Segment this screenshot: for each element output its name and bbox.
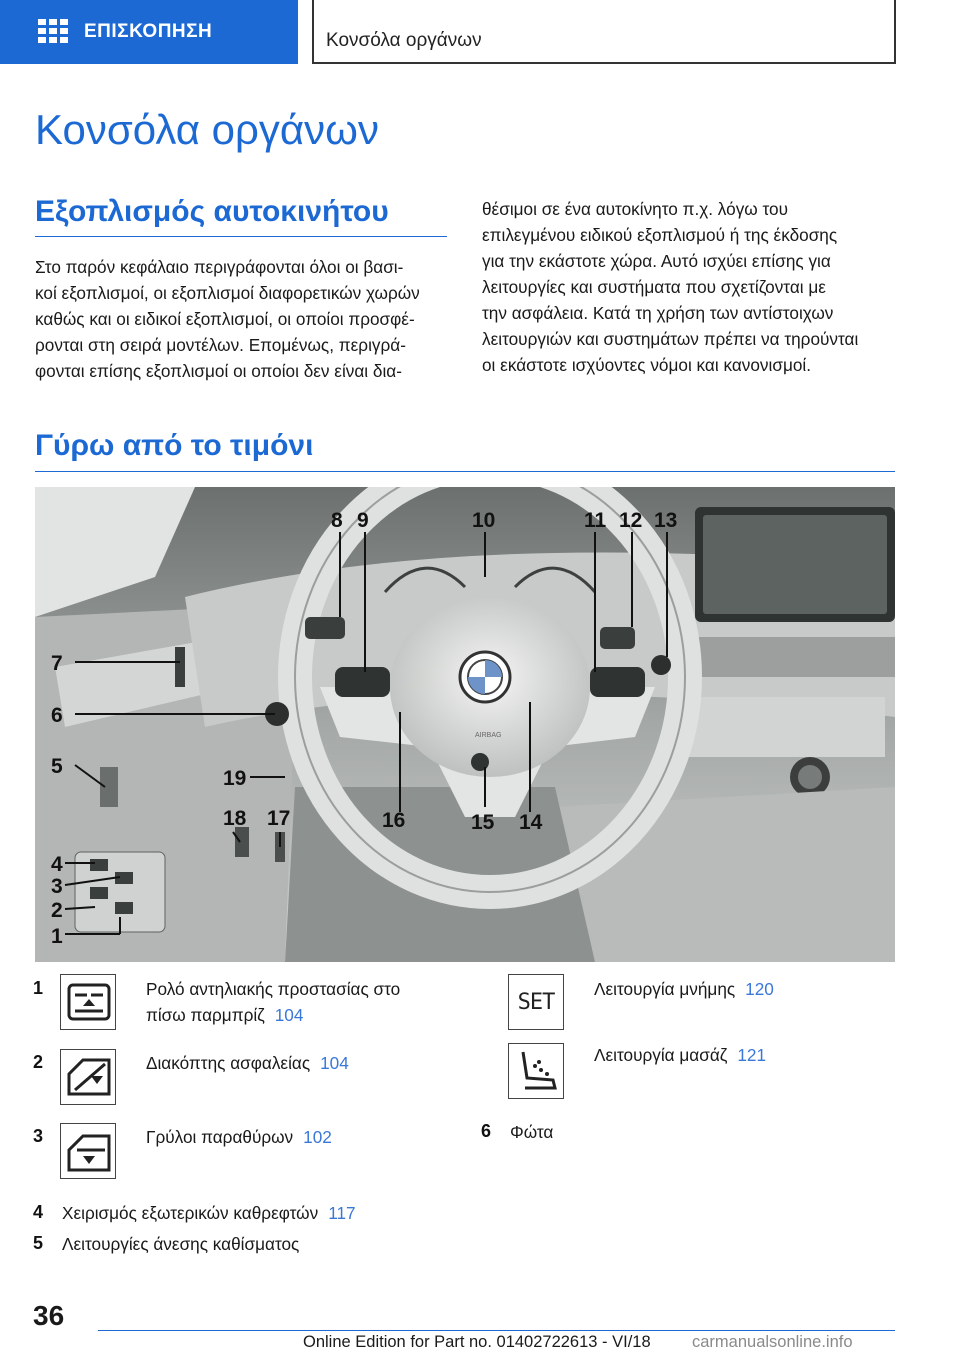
legend-text: Χειρισμός εξωτερικών καθρεφτών [62, 1203, 319, 1223]
legend-sub-massage [594, 1042, 766, 1068]
text-line: για την εκάστοτε χώρα. Αυτό ισχύει επίσης για [482, 251, 831, 271]
legend-num-2: 2 [33, 1052, 44, 1072]
page-ref-link[interactable]: 117 [328, 1203, 356, 1223]
page-ref-link[interactable]: 120 [745, 979, 774, 999]
footer-brand-watermark: carmanualsonline.info [692, 1333, 853, 1351]
legend-item-6: Φώτα [510, 1122, 554, 1142]
legend-item-5: Λειτουργίες άνεσης καθίσματος [62, 1234, 300, 1254]
callout-2: 2 [51, 899, 63, 922]
legend-item-4 [62, 1200, 356, 1226]
memory-set-icon [508, 974, 564, 1030]
legend-item-3 [146, 1124, 332, 1150]
section-title-equipment: Εξοπλισμός αυτοκινήτου [35, 195, 389, 228]
text-line: φονται επίσης εξοπλισμοί οι οποίοι δεν είναι δια- [35, 361, 402, 381]
callout-13: 13 [654, 509, 678, 532]
callout-10: 10 [472, 509, 496, 532]
intro-paragraph-left [35, 254, 455, 384]
callout-5: 5 [51, 755, 63, 778]
cockpit-illustration [35, 487, 895, 962]
intro-paragraph-right [482, 196, 902, 378]
grid-menu-icon [38, 19, 68, 45]
footer-edition: Online Edition for Part no. 01402722613 - VI/18 [303, 1333, 651, 1351]
legend-num-3: 3 [33, 1126, 44, 1146]
text-line: λειτουργίες και συστήματα που σχετίζονται με [482, 277, 826, 297]
legend-item-1 [146, 976, 400, 1028]
callout-12: 12 [619, 509, 643, 532]
callout-15: 15 [471, 811, 495, 834]
massage-seat-icon [508, 1043, 564, 1099]
text-line: Στο παρόν κεφάλαιο περιγράφονται όλοι οι βασι- [35, 257, 404, 277]
overview-tab[interactable] [0, 0, 298, 64]
callout-17: 17 [267, 807, 291, 830]
text-line: ρονται στη σειρά μοντέλων. Επομένως, περιγρά- [35, 335, 406, 355]
breadcrumb: Κονσόλα οργάνων [312, 0, 896, 64]
callout-11: 11 [584, 509, 607, 532]
callout-18: 18 [223, 807, 247, 830]
callout-4: 4 [51, 853, 63, 876]
section-divider [35, 236, 447, 237]
page-ref-link[interactable]: 121 [737, 1045, 767, 1065]
page-ref-link[interactable]: 104 [320, 1053, 349, 1073]
callout-9: 9 [357, 509, 369, 532]
legend-num-5: 5 [33, 1233, 44, 1253]
page-number: 36 [33, 1300, 65, 1331]
text-line: την ασφάλεια. Κατά τη χρήση των αντίστοιχων [482, 303, 834, 323]
page-title: Κονσόλα οργάνων [35, 106, 379, 153]
callout-6: 6 [51, 704, 63, 727]
legend-item-2 [146, 1050, 349, 1076]
legend-num-6: 6 [481, 1121, 492, 1141]
callout-7: 7 [51, 652, 63, 675]
legend-num-1: 1 [33, 978, 44, 998]
legend-num-4: 4 [33, 1202, 44, 1222]
text-line: επιλεγμένου ειδικού εξοπλισμού ή της έκδοσης [482, 225, 838, 245]
overview-tab-label: ΕΠΙΣΚΟΠΗΣΗ [84, 21, 213, 42]
airbag-label: AIRBAG [475, 732, 502, 739]
rear-sunblind-icon [60, 974, 116, 1030]
page-ref-link[interactable]: 102 [303, 1127, 332, 1147]
legend-sub-memory [594, 976, 774, 1002]
section-title-steering-wheel: Γύρω από το τιμόνι [35, 429, 314, 462]
text-line: καθώς και οι ειδικοί εξοπλισμοί, οι οποίοι προσφέ- [35, 309, 415, 329]
text-line: λειτουργιών και συστημάτων πρέπει να τηρούνται [482, 329, 859, 349]
window-safety-switch-icon [60, 1049, 116, 1105]
text-line: οι εκάστοτε ισχύοντες νόμοι και κανονισμοί. [482, 355, 812, 375]
footer-divider [98, 1330, 895, 1331]
cockpit-figure [35, 487, 895, 962]
callout-8: 8 [331, 509, 343, 532]
legend-text: πίσω παρμπρίζ [146, 1005, 265, 1025]
legend-text: Γρύλοι παραθύρων [146, 1127, 294, 1147]
callout-14: 14 [519, 811, 543, 834]
memory-set-icon-label: SET [517, 989, 555, 1015]
callout-19: 19 [223, 767, 247, 790]
page-ref-link[interactable]: 104 [274, 1005, 304, 1025]
legend-text: Λειτουργία μασάζ [594, 1045, 728, 1065]
section-divider [35, 471, 895, 472]
legend-text: Διακόπτης ασφαλείας [146, 1053, 311, 1073]
callout-3: 3 [51, 875, 63, 898]
legend-text: Λειτουργία μνήμης [594, 979, 736, 999]
power-window-icon [60, 1123, 116, 1179]
callout-16: 16 [382, 809, 406, 832]
legend-text: Ρολό αντηλιακής προστασίας στο [146, 979, 401, 999]
callout-1: 1 [51, 925, 63, 948]
text-line: κοί εξοπλισμοί, οι εξοπλισμοί διαφορετικών χωρών [35, 283, 420, 303]
text-line: θέσιμοι σε ένα αυτοκίνητο π.χ. λόγω του [482, 199, 788, 219]
